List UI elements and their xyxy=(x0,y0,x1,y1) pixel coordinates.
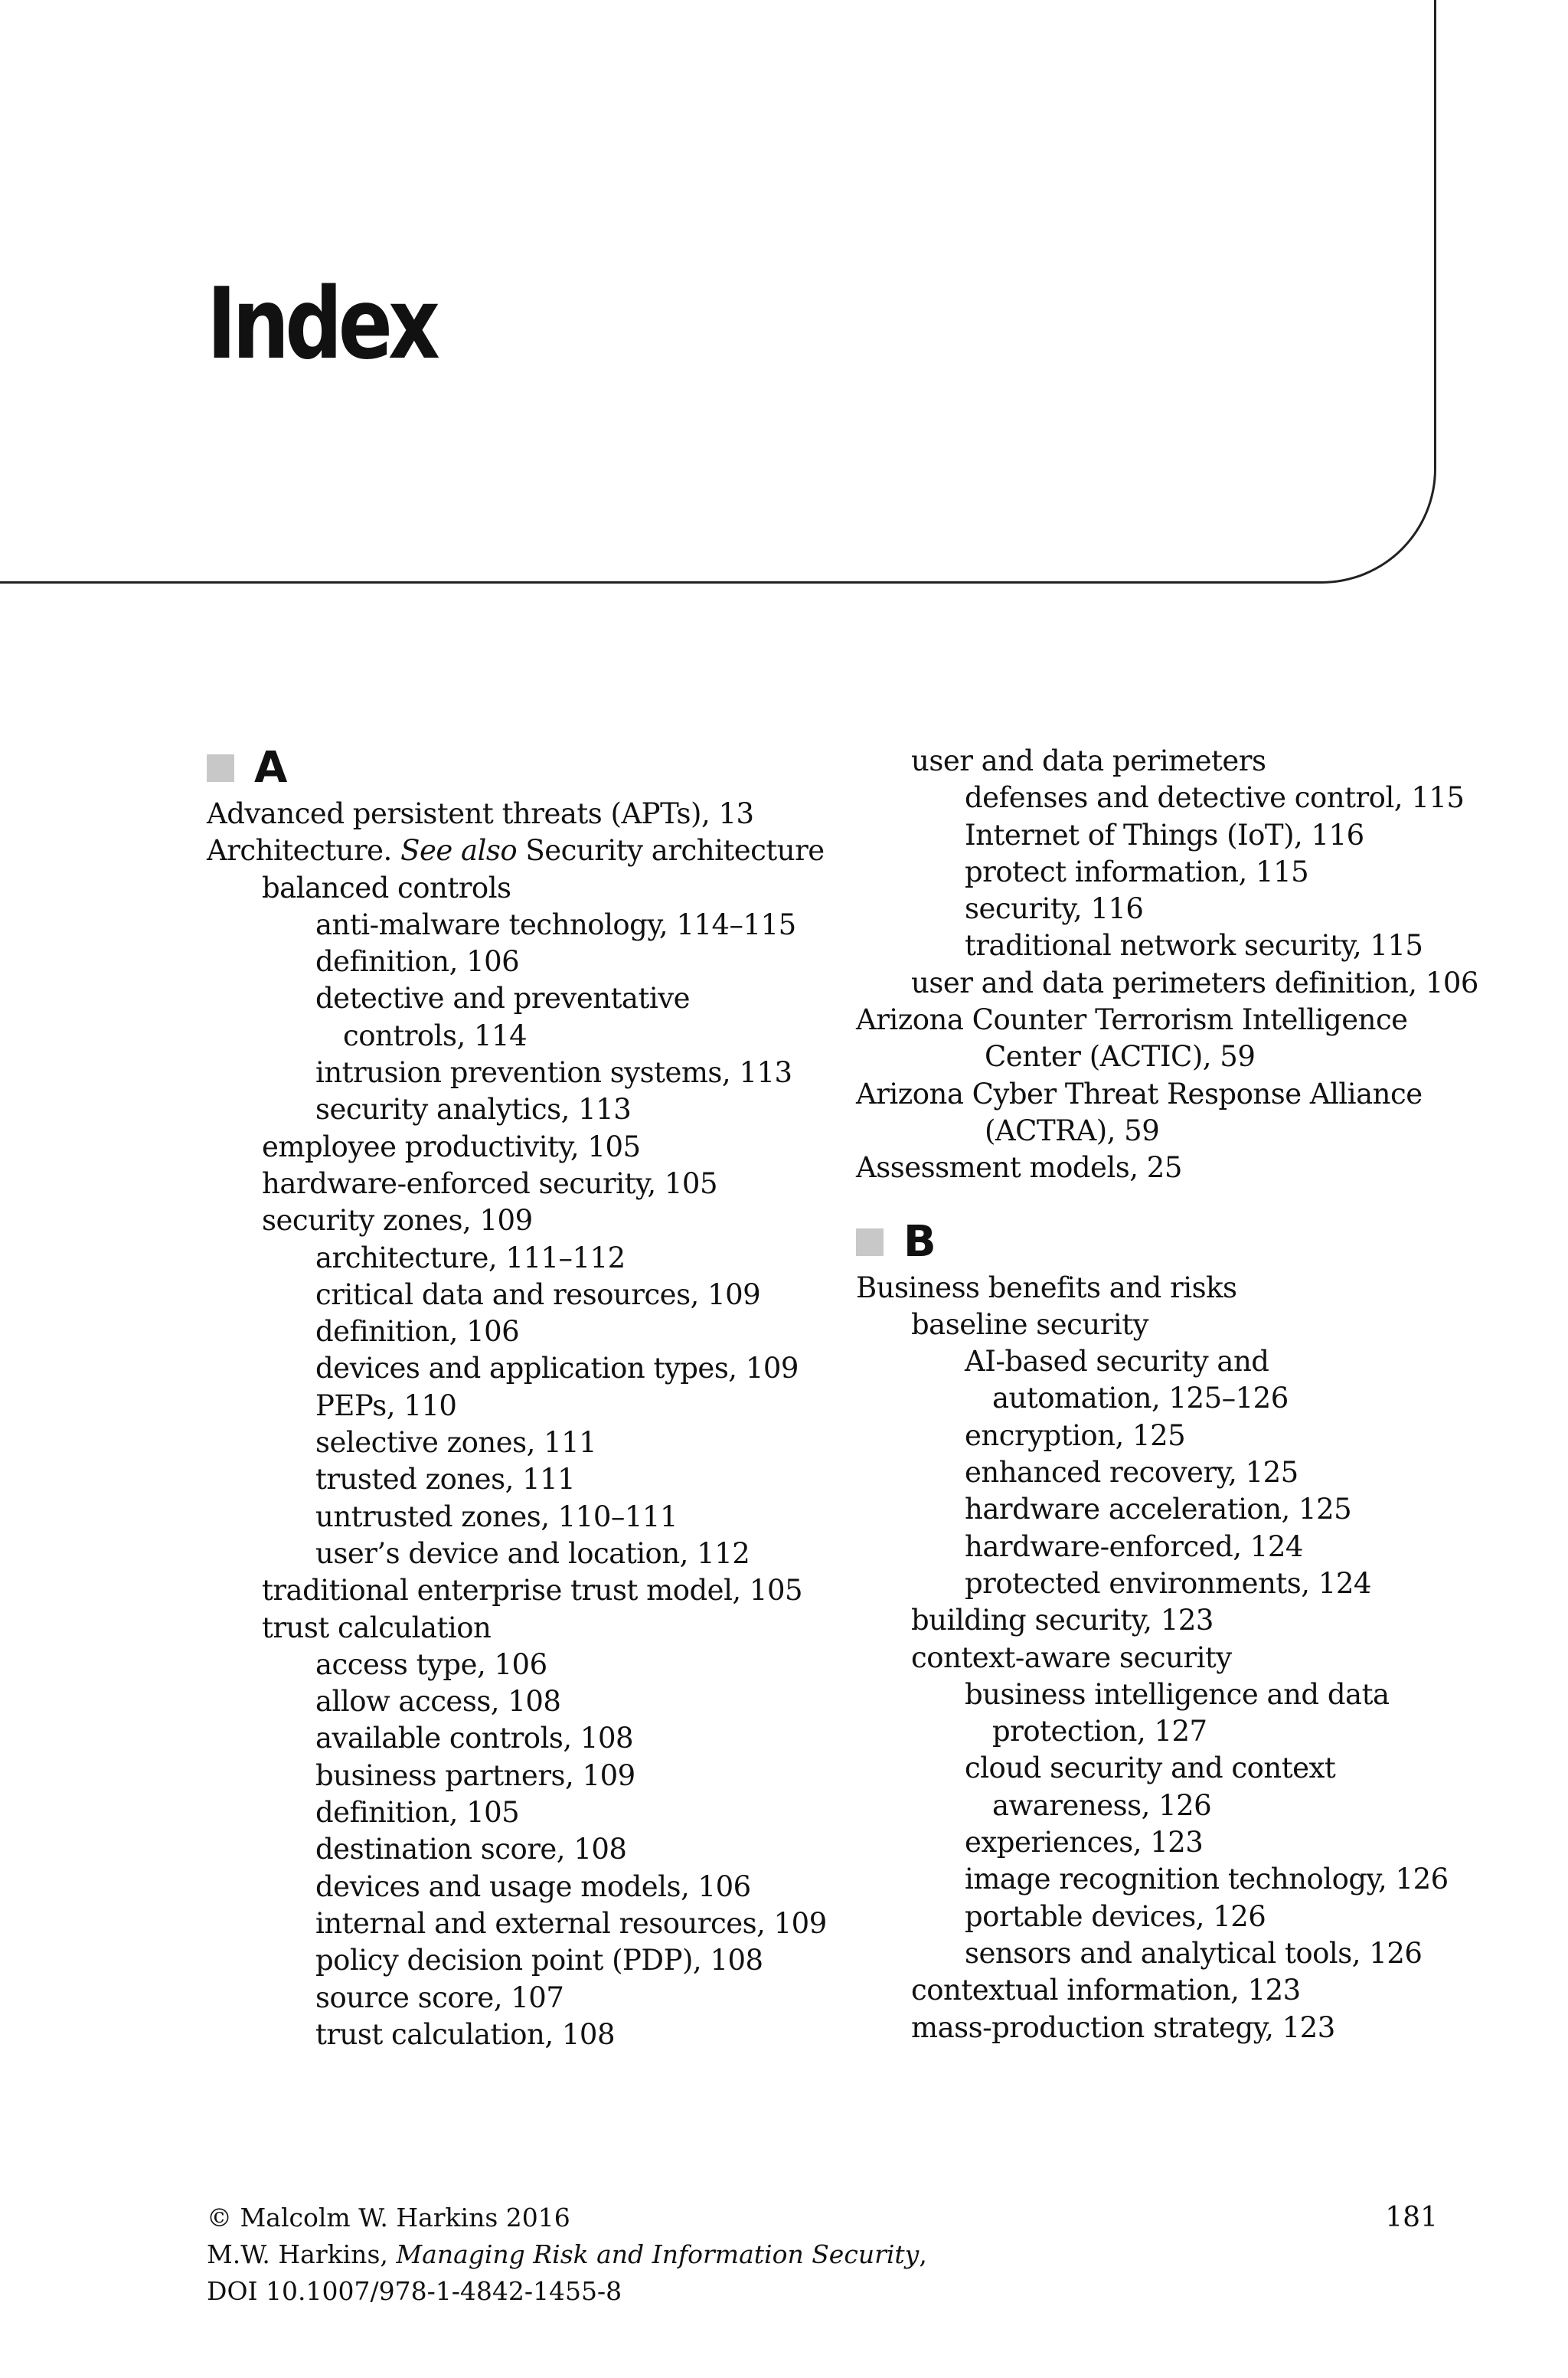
entry-text: definition, 106 xyxy=(315,945,520,979)
index-entry xyxy=(207,1499,835,1536)
index-entry xyxy=(207,1240,835,1277)
entry-text: Arizona Counter Terrorism Intelligence xyxy=(856,1003,1408,1037)
entry-text: Center (ACTIC), 59 xyxy=(985,1040,1256,1074)
entry-text: controls, 114 xyxy=(343,1019,528,1052)
entry-text: trust calculation xyxy=(262,1611,492,1644)
entry-text: balanced controls xyxy=(262,871,511,904)
entry-text: destination score, 108 xyxy=(315,1833,627,1866)
entry-text: traditional network security, 115 xyxy=(965,929,1423,963)
entry-text: policy decision point (PDP), 108 xyxy=(315,1944,763,1977)
section-header-b xyxy=(856,1215,1484,1270)
entry-text: sensors and analytical tools, 126 xyxy=(965,1936,1423,1970)
index-entry xyxy=(207,1572,835,1609)
entry-text: encryption, 125 xyxy=(965,1418,1186,1452)
entry-text: trust calculation, 108 xyxy=(315,2017,616,2051)
entry-text: security analytics, 113 xyxy=(315,1093,632,1127)
entry-text: user and data perimeters definition, 106 xyxy=(911,966,1478,999)
entry-text: untrusted zones, 110–111 xyxy=(315,1500,678,1533)
section-marker-square xyxy=(856,1228,884,1256)
entry-text: access type, 106 xyxy=(315,1647,547,1681)
index-entry xyxy=(207,1758,835,1794)
entry-text: available controls, 108 xyxy=(315,1722,634,1755)
index-entry xyxy=(207,1388,835,1425)
entry-text: context-aware security xyxy=(911,1640,1232,1674)
index-entry xyxy=(856,817,1484,854)
entry-text: hardware-enforced, 124 xyxy=(965,1529,1303,1563)
index-entry xyxy=(207,1794,835,1831)
entry-text: user and data perimeters xyxy=(911,744,1266,777)
entry-text: Arizona Cyber Threat Response Alliance xyxy=(856,1077,1423,1110)
entry-text: devices and usage models, 106 xyxy=(315,1869,751,1903)
index-entry xyxy=(856,1418,1484,1454)
index-entry xyxy=(856,1150,1484,1186)
index-entry xyxy=(856,891,1484,927)
section-marker-square xyxy=(207,754,234,782)
footer xyxy=(207,2200,927,2310)
index-entry xyxy=(207,1683,835,1720)
entry-text: source score, 107 xyxy=(315,1981,564,2014)
index-entry xyxy=(207,944,835,980)
index-entry xyxy=(856,1899,1484,1935)
doi-line: DOI 10.1007/978-1-4842-1455-8 xyxy=(207,2276,622,2306)
citation-author: M.W. Harkins, xyxy=(207,2239,397,2269)
entry-text: portable devices, 126 xyxy=(965,1899,1266,1933)
index-entry xyxy=(207,1610,835,1647)
entry-text: building security, 123 xyxy=(911,1604,1214,1637)
index-entry xyxy=(856,1824,1484,1861)
entry-text: enhanced recovery, 125 xyxy=(965,1456,1298,1490)
index-entry xyxy=(207,1277,835,1313)
entry-text: protection, 127 xyxy=(992,1715,1207,1748)
index-entry xyxy=(207,1869,835,1905)
index-entry xyxy=(856,2010,1484,2046)
entry-text: protect information, 115 xyxy=(965,855,1309,888)
entry-text: allow access, 108 xyxy=(315,1685,561,1719)
index-entry xyxy=(856,965,1484,1002)
entry-text: automation, 125–126 xyxy=(992,1382,1289,1415)
entry-text: Architecture. xyxy=(207,834,401,868)
index-entry xyxy=(856,1113,1484,1150)
entry-text: internal and external resources, 109 xyxy=(315,1906,827,1940)
index-entry xyxy=(207,1055,835,1091)
page-number: 181 xyxy=(1385,2202,1438,2233)
index-entry xyxy=(856,1002,1484,1039)
entry-text: security, 116 xyxy=(965,892,1144,926)
entry-text: defenses and detective control, 115 xyxy=(965,781,1465,815)
entry-text: mass-production strategy, 123 xyxy=(911,2010,1335,2044)
index-column-left xyxy=(207,743,835,2053)
index-entry xyxy=(856,927,1484,964)
index-entry xyxy=(856,743,1484,780)
index-entry xyxy=(856,1380,1484,1417)
index-entry xyxy=(856,1307,1484,1343)
entry-text: user’s device and location, 112 xyxy=(315,1536,750,1570)
entry-text: PEPs, 110 xyxy=(315,1389,457,1422)
entry-text: traditional enterprise trust model, 105 xyxy=(262,1574,803,1608)
entry-text: anti-malware technology, 114–115 xyxy=(315,908,796,941)
index-entry xyxy=(856,854,1484,891)
entry-text: Assessment models, 25 xyxy=(856,1151,1182,1185)
index-entry xyxy=(856,1935,1484,1972)
index-entry xyxy=(856,1788,1484,1824)
index-entry xyxy=(207,980,835,1017)
index-entry xyxy=(856,1602,1484,1639)
index-entry xyxy=(207,1942,835,1979)
index-entry xyxy=(207,1350,835,1387)
entry-text: devices and application types, 109 xyxy=(315,1352,799,1385)
entry-text: employee productivity, 105 xyxy=(262,1130,641,1163)
entry-text: Business benefits and risks xyxy=(856,1271,1237,1304)
entry-text: security zones, 109 xyxy=(262,1204,533,1238)
entry-text: selective zones, 111 xyxy=(315,1426,597,1460)
index-entry xyxy=(856,1861,1484,1898)
index-entry xyxy=(207,907,835,944)
entry-text: cloud security and context xyxy=(965,1752,1336,1785)
index-entry xyxy=(856,1713,1484,1750)
entry-text: AI-based security and xyxy=(965,1345,1269,1379)
entry-text: (ACTRA), 59 xyxy=(985,1114,1160,1147)
entry-text: critical data and resources, 109 xyxy=(315,1277,761,1311)
index-entry xyxy=(856,780,1484,816)
index-entry xyxy=(207,1720,835,1757)
index-entry xyxy=(207,796,835,832)
index-entry xyxy=(856,1491,1484,1528)
entry-text: experiences, 123 xyxy=(965,1826,1204,1860)
entry-text: intrusion prevention systems, 113 xyxy=(315,1056,792,1090)
entry-see-also: See also xyxy=(400,834,518,868)
entry-text: detective and preventative xyxy=(315,982,690,1016)
entry-text: Internet of Things (IoT), 116 xyxy=(965,818,1364,852)
entry-cross-reference: Security architecture xyxy=(517,834,825,868)
entry-text: protected environments, 124 xyxy=(965,1566,1371,1600)
citation-line xyxy=(207,2236,927,2273)
entry-text: business partners, 109 xyxy=(315,1758,635,1792)
index-entry xyxy=(856,1750,1484,1787)
index-entry xyxy=(856,1076,1484,1113)
copyright-line: © Malcolm W. Harkins 2016 xyxy=(207,2203,570,2232)
index-entry xyxy=(856,1529,1484,1565)
entry-text: hardware-enforced security, 105 xyxy=(262,1166,717,1200)
entry-text: trusted zones, 111 xyxy=(315,1463,576,1496)
index-entry xyxy=(207,1536,835,1572)
index-entry xyxy=(207,1980,835,2017)
index-entry xyxy=(207,1831,835,1868)
entry-text: awareness, 126 xyxy=(992,1788,1212,1822)
entry-text: definition, 105 xyxy=(315,1796,520,1830)
entry-text: hardware acceleration, 125 xyxy=(965,1493,1352,1526)
entry-text: business intelligence and data xyxy=(965,1677,1390,1711)
index-entry xyxy=(207,1202,835,1239)
index-entry xyxy=(856,1454,1484,1491)
index-entry xyxy=(856,1270,1484,1307)
entry-text: contextual information, 123 xyxy=(911,1974,1301,2007)
entry-text: image recognition technology, 126 xyxy=(965,1863,1449,1896)
index-entry xyxy=(856,1676,1484,1713)
index-entry xyxy=(207,1425,835,1461)
index-entry xyxy=(207,1091,835,1128)
index-entry xyxy=(856,1565,1484,1602)
index-entry xyxy=(856,1640,1484,1676)
index-entry xyxy=(856,1972,1484,2009)
section-header-a xyxy=(207,741,835,796)
index-entry xyxy=(207,1166,835,1202)
section-letter: A xyxy=(254,743,288,793)
index-entry xyxy=(207,2017,835,2053)
entry-text: Advanced persistent threats (APTs), 13 xyxy=(207,797,754,830)
index-entry xyxy=(207,1461,835,1498)
index-entry xyxy=(207,1905,835,1942)
citation-title: Managing Risk and Information Security xyxy=(396,2239,920,2269)
entry-text: definition, 106 xyxy=(315,1315,520,1349)
citation-punct: , xyxy=(919,2239,927,2269)
page-title: Index xyxy=(207,267,436,381)
index-entry xyxy=(207,870,835,907)
index-column-right xyxy=(856,743,1484,2046)
index-entry xyxy=(207,832,835,869)
index-entry xyxy=(856,1039,1484,1075)
index-entry xyxy=(207,1129,835,1166)
entry-text: architecture, 111–112 xyxy=(315,1241,626,1274)
index-entry xyxy=(207,1647,835,1683)
section-letter: B xyxy=(903,1216,936,1267)
index-entry xyxy=(207,1018,835,1055)
index-entry xyxy=(856,1343,1484,1380)
entry-text: baseline security xyxy=(911,1307,1149,1341)
index-entry xyxy=(207,1313,835,1350)
